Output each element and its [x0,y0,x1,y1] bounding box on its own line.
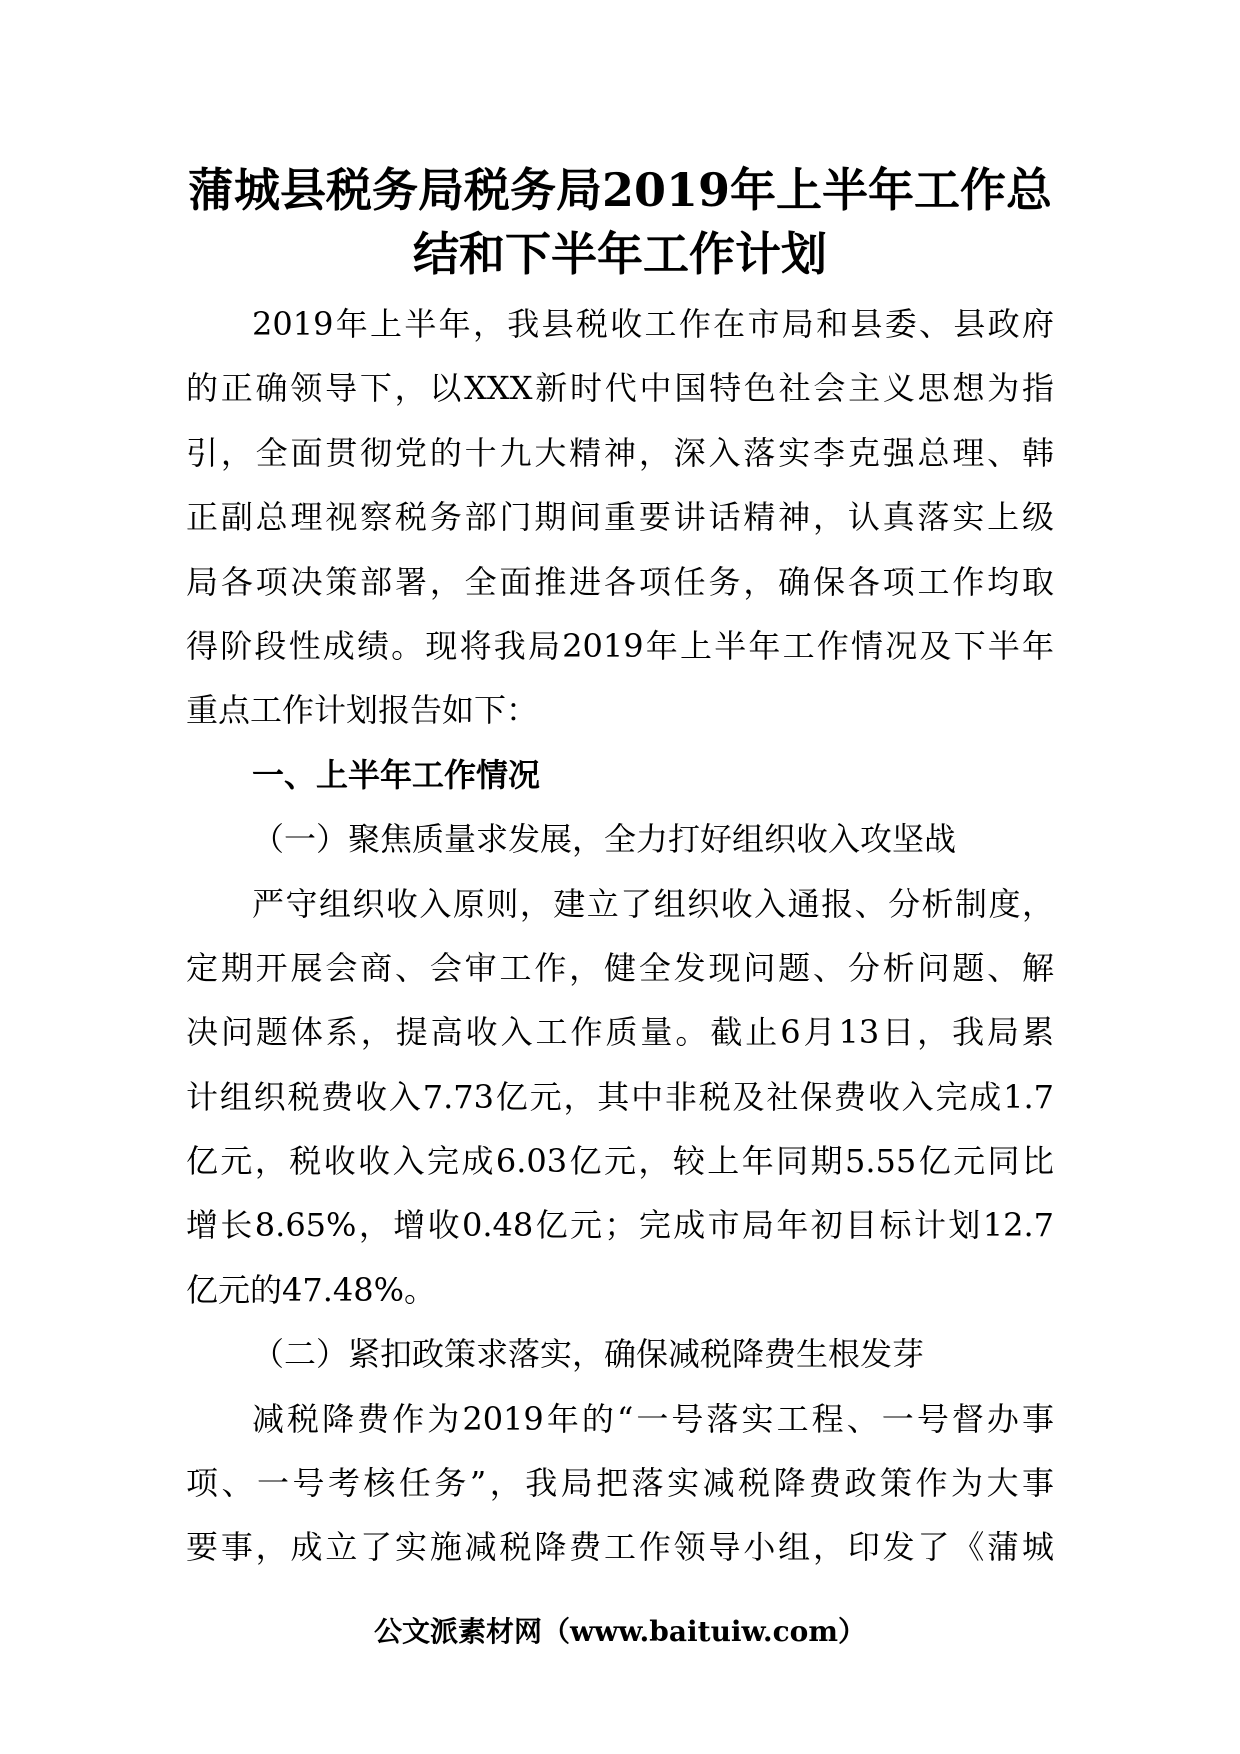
paragraph-line: 局各项决策部署，全面推进各项任务，确保各项工作均取 [186,562,1054,601]
section-heading: 一、上半年工作情况 [252,755,541,794]
footer-source: 公文派素材网（www.baituiw.com） [374,1615,866,1648]
document-title-line-1: 蒲城县税务局税务局2019年上半年工作总 [187,163,1053,217]
paragraph-line: 亿元，税收收入完成6.03亿元，较上年同期5.55亿元同比 [186,1142,1054,1181]
paragraph-line: 定期开展会商、会审工作，健全发现问题、分析问题、解 [186,948,1054,987]
paragraph-line: 重点工作计划报告如下： [186,691,539,730]
paragraph-line: 项、一号考核任务”，我局把落实减税降费政策作为大事 [186,1464,1054,1503]
paragraph-line: 亿元的47.48%。 [186,1270,437,1309]
paragraph-line: 计组织税费收入7.73亿元，其中非税及社保费收入完成1.7 [186,1077,1054,1116]
paragraph-line: 减税降费作为2019年的“一号落实工程、一号督办事 [252,1399,1054,1438]
paragraph-line: 的正确领导下，以XXX新时代中国特色社会主义思想为指 [186,369,1054,408]
paragraph-line: 要事，成立了实施减税降费工作领导小组，印发了《蒲城 [186,1528,1054,1567]
paragraph-line: 决问题体系，提高收入工作质量。截止6月13日，我局累 [186,1013,1054,1052]
document-title-line-2: 结和下半年工作计划 [413,227,827,281]
subsection-heading: （二）紧扣政策求落实，确保减税降费生根发芽 [252,1335,925,1374]
paragraph-line: 得阶段性成绩。现将我局2019年上半年工作情况及下半年 [186,626,1054,665]
subsection-heading: （一）聚焦质量求发展，全力打好组织收入攻坚战 [252,820,957,859]
paragraph-line: 引，全面贯彻党的十九大精神，深入落实李克强总理、韩 [186,433,1054,472]
paragraph-line: 增长8.65%，增收0.48亿元；完成市局年初目标计划12.7 [186,1206,1054,1245]
paragraph-line: 2019年上半年，我县税收工作在市局和县委、县政府 [252,305,1054,343]
paragraph-line: 严守组织收入原则，建立了组织收入通报、分析制度， [252,884,1054,923]
document-body [186,292,1054,1580]
paragraph-line: 正副总理视察税务部门期间重要讲话精神，认真落实上级 [186,498,1054,537]
